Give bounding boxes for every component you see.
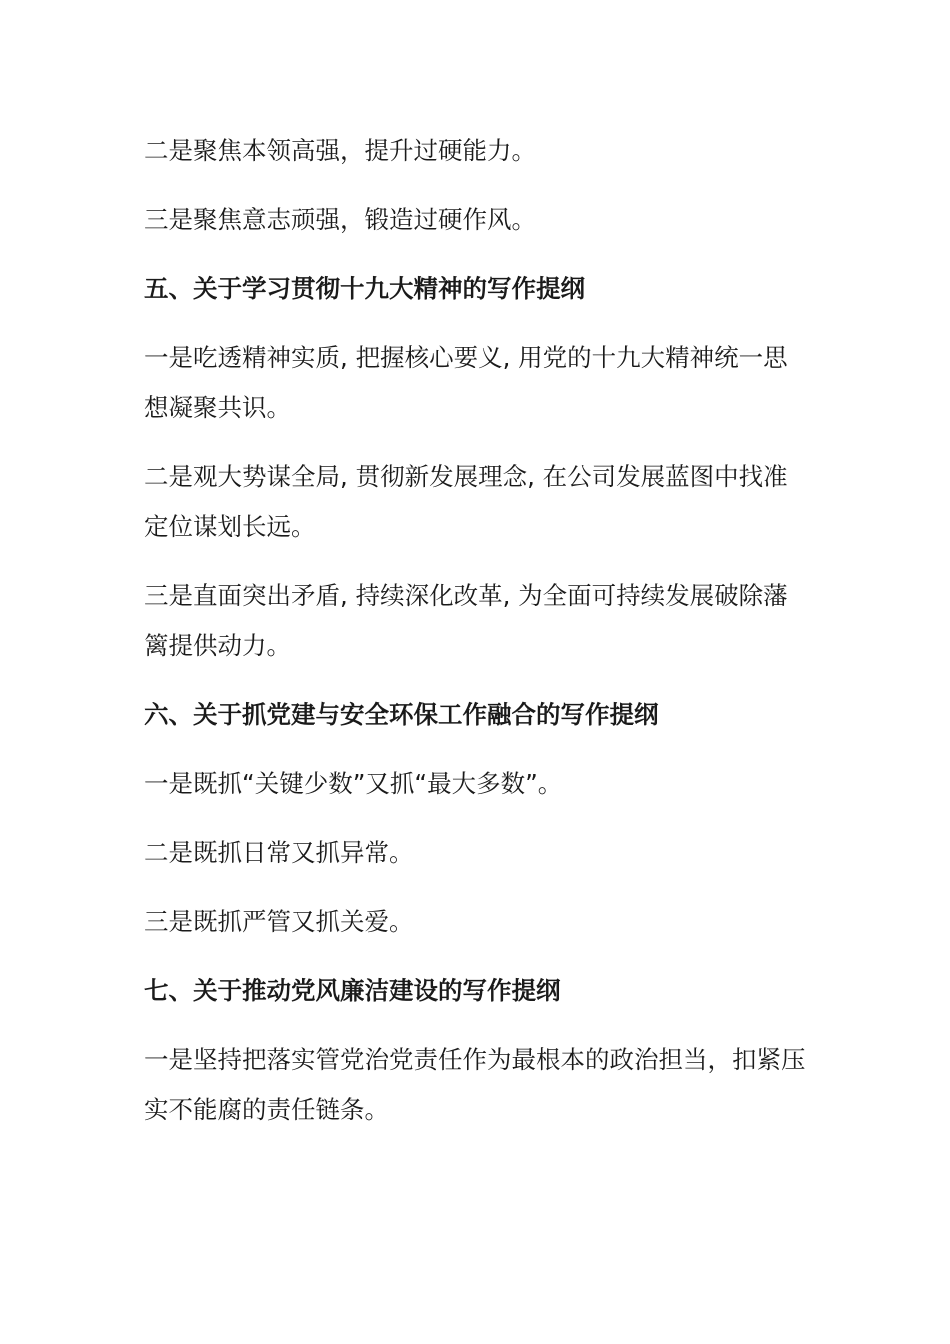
paragraph-daily-abnormal: 二是既抓日常又抓异常。 (144, 838, 414, 867)
paragraph-deepen-reform: 三是直面突出矛盾, 持续深化改革, 为全面可持续发展破除藩篱提供动力。 (144, 581, 788, 660)
section-heading-five: 五、关于学习贯彻十九大精神的写作提纲 (144, 274, 585, 303)
paragraph-party-responsibility: 一是坚持把落实管党治党责任作为最根本的政治担当，扣紧压实不能腐的责任链条。 (144, 1045, 806, 1124)
paragraph-spirit-essence: 一是吃透精神实质, 把握核心要义, 用党的十九大精神统一思想凝聚共识。 (144, 343, 788, 422)
paragraph-key-minority: 一是既抓“关键少数”又抓“最大多数”。 (144, 769, 563, 798)
paragraph-overall-situation: 二是观大势谋全局, 贯彻新发展理念, 在公司发展蓝图中找准定位谋划长远。 (144, 462, 788, 541)
paragraph-focus-will: 三是聚焦意志顽强，锻造过硬作风。 (144, 205, 536, 234)
section-heading-seven: 七、关于推动党风廉洁建设的写作提纲 (144, 976, 561, 1005)
paragraph-focus-skills: 二是聚焦本领高强，提升过硬能力。 (144, 136, 536, 165)
section-heading-six: 六、关于抓党建与安全环保工作融合的写作提纲 (144, 700, 659, 729)
paragraph-strict-care: 三是既抓严管又抓关爱。 (144, 907, 414, 936)
document-body (144, 126, 809, 1154)
